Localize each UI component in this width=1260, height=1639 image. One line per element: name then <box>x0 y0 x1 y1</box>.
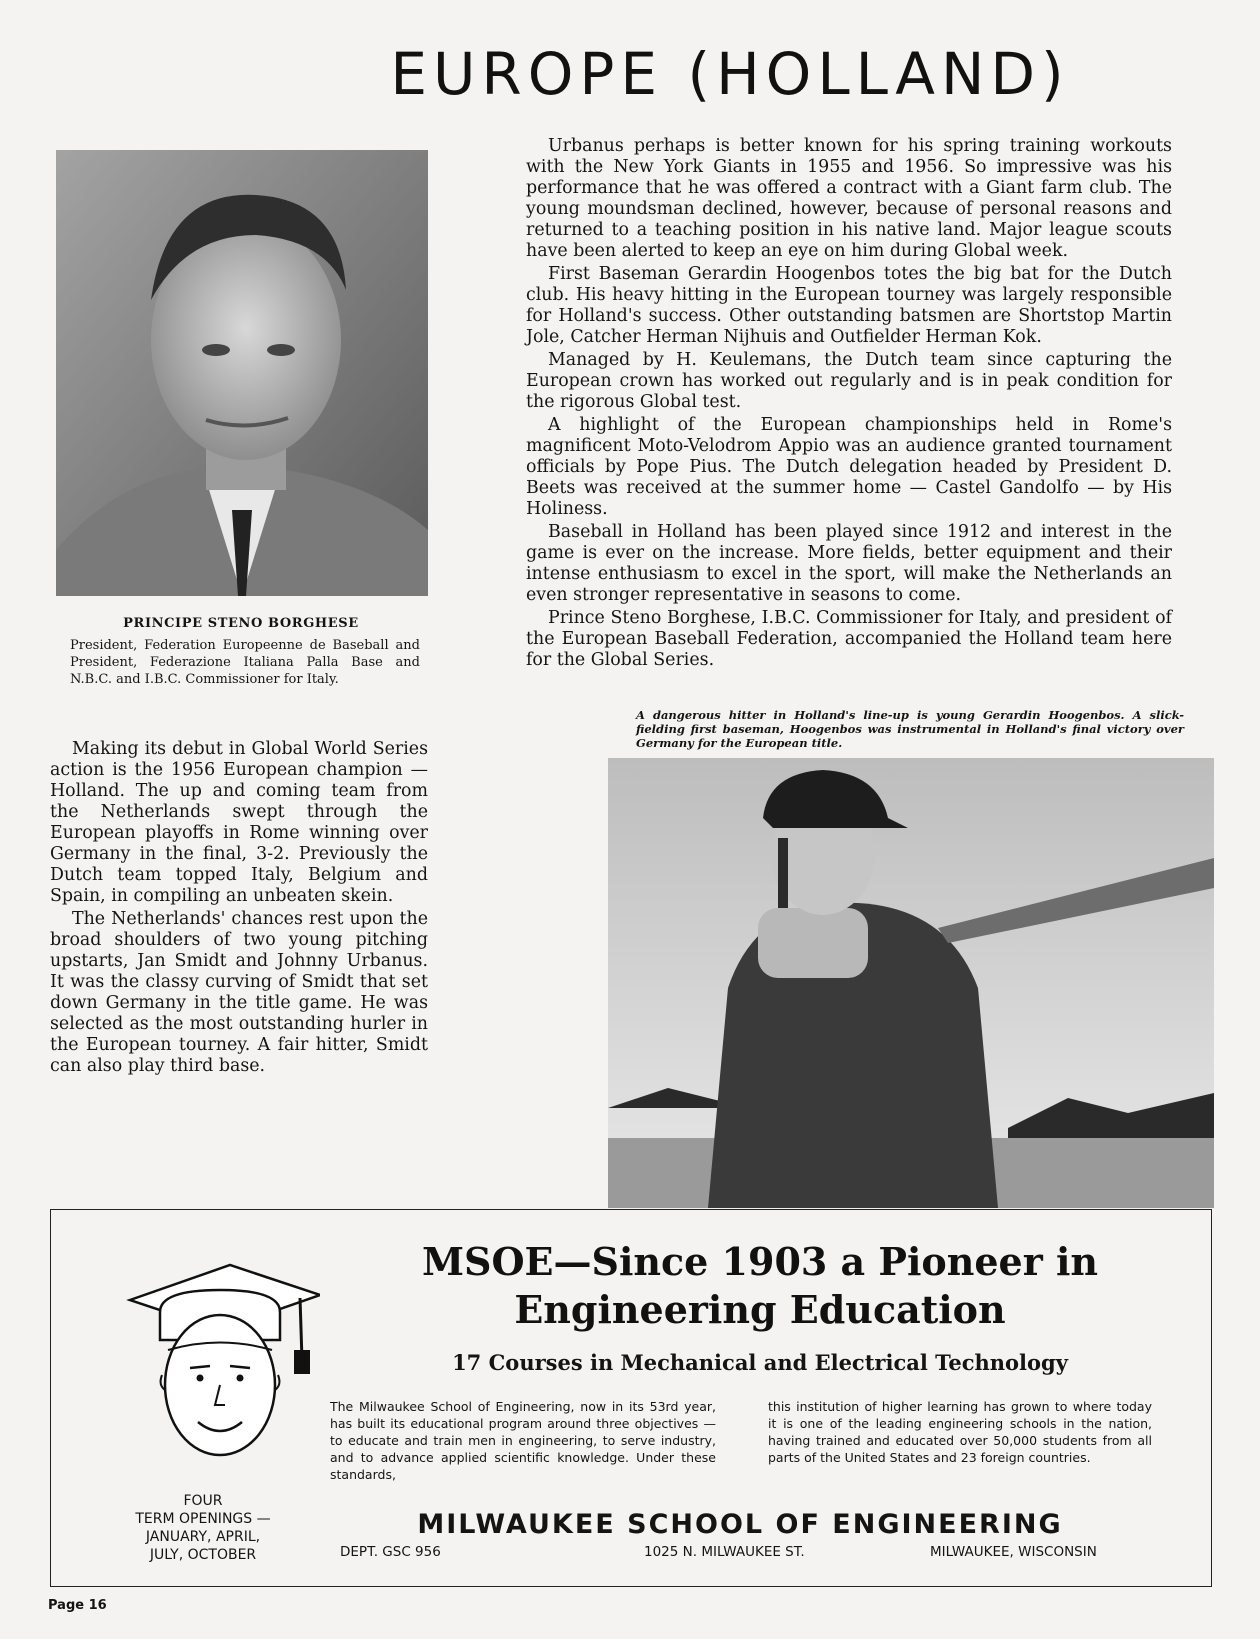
portrait-photo <box>56 150 428 596</box>
article-paragraph: A highlight of the European championships held in Rome's magnificent Moto-Velodrom Appio was an audience granted tournament officials by Pope Pius. The Dutch delegation headed by President D. Beets was received at the summer home — Castel Gandolfo — by His Holiness. <box>526 415 1172 519</box>
article-paragraph: Managed by H. Keulemans, the Dutch team since capturing the European crown has worked out regularly and is in peak condition for the rigorous Global test. <box>526 350 1172 412</box>
ad-city: MILWAUKEE, WISCONSIN <box>930 1544 1097 1560</box>
school-name: MILWAUKEE SCHOOL OF ENGINEERING <box>417 1509 1063 1540</box>
ad-paragraph-2: this institution of higher learning has grown to where today it is one of the leading engineering schools in the nation, having trained and educated over 50,000 students from all parts of the United States and 23 foreign countries. <box>768 1399 1152 1465</box>
article-left-column <box>50 739 428 1077</box>
article-paragraph: Making its debut in Global World Series action is the 1956 European champion — Holland. The up and coming team from the Netherlands swept through the European playoffs in Rome winning over Germany in the final, 3-2. Previously the Dutch team topped Italy, Belgium and Spain, in compiling an unbeaten skein. <box>50 739 428 906</box>
player-photo-caption: A dangerous hitter in Holland's line-up is young Gerardin Hoogenbos. A slick-fielding first baseman, Hoogenbos was instrumental in Holland's final victory over Germany for the European title. <box>636 708 1184 750</box>
ad-paragraph-1: The Milwaukee School of Engineering, now in its 53rd year, has built its educational program around three objectives — to educate and train men in engineering, to serve industry, and to advance applied scientific knowledge. Under these standards, <box>330 1399 716 1482</box>
term-openings <box>108 1492 298 1564</box>
ad-headline <box>320 1238 1200 1334</box>
ad-department: DEPT. GSC 956 <box>340 1544 441 1560</box>
page-title: EUROPE (HOLLAND) <box>390 40 1070 108</box>
term-openings-line: FOUR <box>183 1493 223 1509</box>
portrait-caption-description: President, Federation Europeenne de Baseball and President, Federazione Italiana Palla Base and N.B.C. and I.B.C. Commissioner for Italy. <box>70 638 420 687</box>
article-paragraph: The Netherlands' chances rest upon the broad shoulders of two young pitching upstarts, Jan Smidt and Johnny Urbanus. It was the classy curving of Smidt that set down Germany in the title game. He was selected as the most outstanding hurler in the European tourney. A fair hitter, Smidt can also play third base. <box>50 909 428 1076</box>
graduate-cartoon-illustration <box>120 1250 320 1470</box>
term-openings-line: JANUARY, APRIL, <box>145 1529 261 1545</box>
ad-headline-line1: MSOE—Since 1903 a Pioneer in <box>421 1239 1099 1284</box>
article-paragraph: First Baseman Gerardin Hoogenbos totes the big bat for the Dutch club. His heavy hitting in the European tourney was largely responsible for Holland's success. Other outstanding batsmen are Shortstop Martin Jole, Catcher Herman Nijhuis and Outfielder Herman Kok. <box>526 264 1172 347</box>
article-right-column <box>526 136 1172 671</box>
article-paragraph: Urbanus perhaps is better known for his spring training workouts with the New York Giants in 1955 and 1956. So impressive was his performance that he was offered a contract with a Giant farm club. The young moundsman declined, however, because of personal reasons and returned to a teaching position in his native land. Major league scouts have been alerted to keep an eye on him during Global week. <box>526 136 1172 261</box>
term-openings-line: TERM OPENINGS — <box>135 1511 271 1527</box>
ad-subheadline: 17 Courses in Mechanical and Electrical Technology <box>452 1350 1068 1375</box>
player-photo <box>608 758 1214 1208</box>
ad-street-address: 1025 N. MILWAUKEE ST. <box>644 1544 805 1560</box>
page-number: Page 16 <box>48 1598 107 1613</box>
article-paragraph: Prince Steno Borghese, I.B.C. Commissioner for Italy, and president of the European Baseball Federation, accompanied the Holland team here for the Global Series. <box>526 608 1172 670</box>
term-openings-line: JULY, OCTOBER <box>149 1547 257 1563</box>
ad-headline-line2: Engineering Education <box>514 1287 1006 1332</box>
portrait-caption-name: PRINCIPE STENO BORGHESE <box>123 616 359 631</box>
article-paragraph: Baseball in Holland has been played since 1912 and interest in the game is ever on the increase. More fields, better equipment and their intense enthusiasm to excel in the sport, will make the Netherlands an even stronger representative in seasons to come. <box>526 522 1172 605</box>
